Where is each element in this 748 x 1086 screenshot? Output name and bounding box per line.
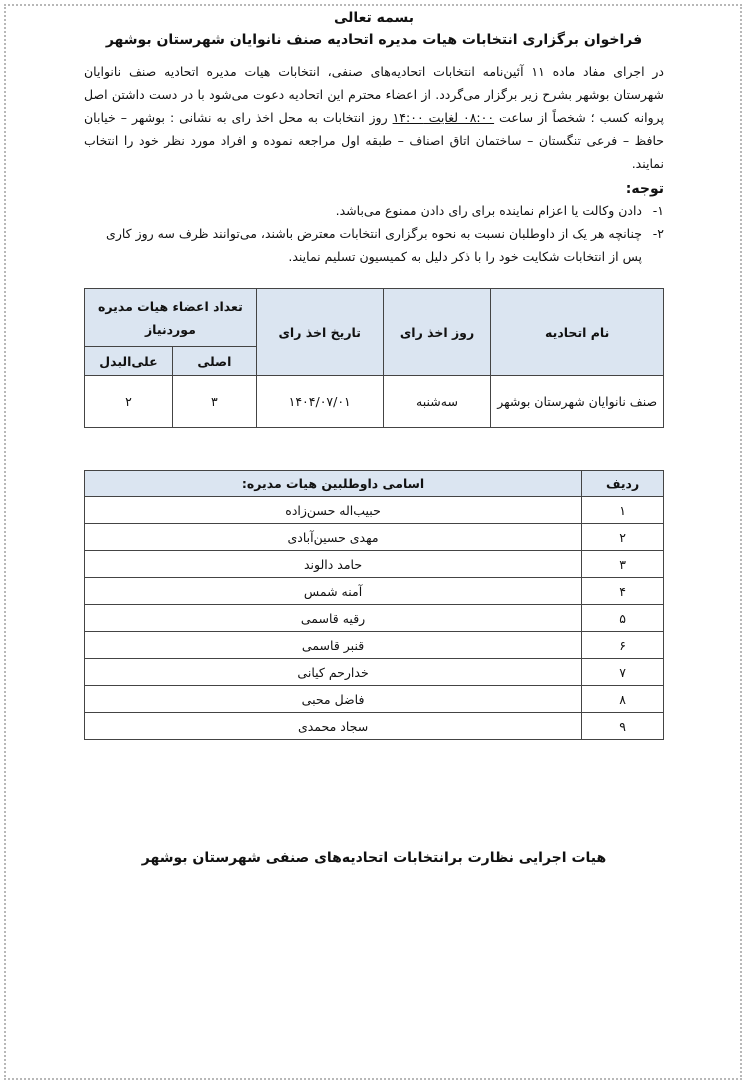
candidate-name: رقیه قاسمی — [85, 605, 582, 632]
header-main-members: اصلی — [172, 347, 256, 376]
note-text: دادن وکالت یا اعزام نماینده برای رای دادن ممنوع می‌باشد. — [335, 203, 642, 218]
row-number: ۵ — [582, 605, 664, 632]
table-row — [85, 551, 664, 578]
row-number: ۷ — [582, 659, 664, 686]
intro-text-start: در اجرای مفاد ماده ۱۱ آئین‌نامه انتخابات اتحادیه‌های صنفی، انتخابات هیات مدیره اتحادیه صنف نانوایان شهرستان بوشهر بشرح زیر برگزار می‌گردد. از اعضاء محترم این اتحادیه دعوت می‌شود با در دست داشتن اصل پروانه کسب ؛ شخصاً از ساعت — [84, 64, 664, 125]
notes-title: توجه: — [625, 181, 664, 197]
table-row — [85, 659, 664, 686]
cell-vote-day: سه‌شنبه — [383, 376, 491, 428]
table-row — [85, 497, 664, 524]
cell-union-name: صنف نانوایان شهرستان بوشهر — [491, 376, 664, 428]
candidates-table — [84, 470, 664, 740]
footer-signature: هیات اجرایی نظارت برانتخابات اتحادیه‌های صنفی شهرستان بوشهر — [141, 850, 607, 866]
header-vote-day: روز اخذ رای — [383, 289, 491, 376]
row-number: ۱ — [582, 497, 664, 524]
candidate-name: مهدی حسین‌آبادی — [85, 524, 582, 551]
table-row — [85, 605, 664, 632]
note-number: ۱- — [652, 203, 664, 218]
row-number: ۶ — [582, 632, 664, 659]
intro-paragraph — [84, 60, 664, 175]
election-info-table — [84, 288, 664, 428]
table-row — [85, 578, 664, 605]
document-title: فراخوان برگزاری انتخابات هیات مدیره اتحادیه صنف نانوایان شهرستان بوشهر — [105, 32, 643, 48]
notes-list — [84, 199, 664, 268]
note-item — [84, 222, 664, 268]
note-number: ۲- — [652, 226, 664, 241]
intro-text-end: روز انتخابات به محل اخذ رای به نشانی : بوشهر – خیابان حافظ – فرعی تنگستان – ساختمان اتاق اصناف – طبقه اول مراجعه نموده و افراد مورد نظر خود را انتخاب نمایند. — [84, 110, 664, 171]
basmala: بسمه تعالی — [333, 10, 415, 26]
candidate-name: آمنه شمس — [85, 578, 582, 605]
header-members-needed: تعداد اعضاء هیات مدیره موردنیاز — [85, 289, 257, 347]
candidate-name: فاضل محبی — [85, 686, 582, 713]
row-number: ۲ — [582, 524, 664, 551]
table-row — [85, 524, 664, 551]
candidate-name: حبیب‌اله حسن‌زاده — [85, 497, 582, 524]
note-item — [84, 199, 664, 222]
candidate-name: سجاد محمدی — [85, 713, 582, 740]
candidate-name: خدارحم کیانی — [85, 659, 582, 686]
cell-main-members: ۳ — [172, 376, 256, 428]
cell-vote-date: ۱۴۰۴/۰۷/۰۱ — [256, 376, 383, 428]
header-row-number: ردیف — [582, 471, 664, 497]
header-candidate-names: اسامی داوطلبین هیات مدیره: — [85, 471, 582, 497]
table-row — [85, 713, 664, 740]
table-row — [85, 686, 664, 713]
time-range: ۰۸:۰۰ لغایت ۱۴:۰۰ — [392, 110, 495, 125]
row-number: ۸ — [582, 686, 664, 713]
header-union-name: نام اتحادیه — [491, 289, 664, 376]
note-text: چنانچه هر یک از داوطلبان نسبت به نحوه برگزاری انتخابات معترض باشند، می‌توانند ظرف سه روز کاری پس از انتخابات شکایت خود را با ذکر دلیل به کمیسیون تسلیم نمایند. — [106, 226, 642, 264]
row-number: ۹ — [582, 713, 664, 740]
candidate-name: قنبر قاسمی — [85, 632, 582, 659]
row-number: ۴ — [582, 578, 664, 605]
cell-alternate-members: ۲ — [85, 376, 173, 428]
document-content — [84, 6, 664, 740]
candidate-name: حامد دالوند — [85, 551, 582, 578]
header-alternate-members: علی‌البدل — [85, 347, 173, 376]
header-vote-date: تاریخ اخذ رای — [256, 289, 383, 376]
row-number: ۳ — [582, 551, 664, 578]
table-row — [85, 632, 664, 659]
